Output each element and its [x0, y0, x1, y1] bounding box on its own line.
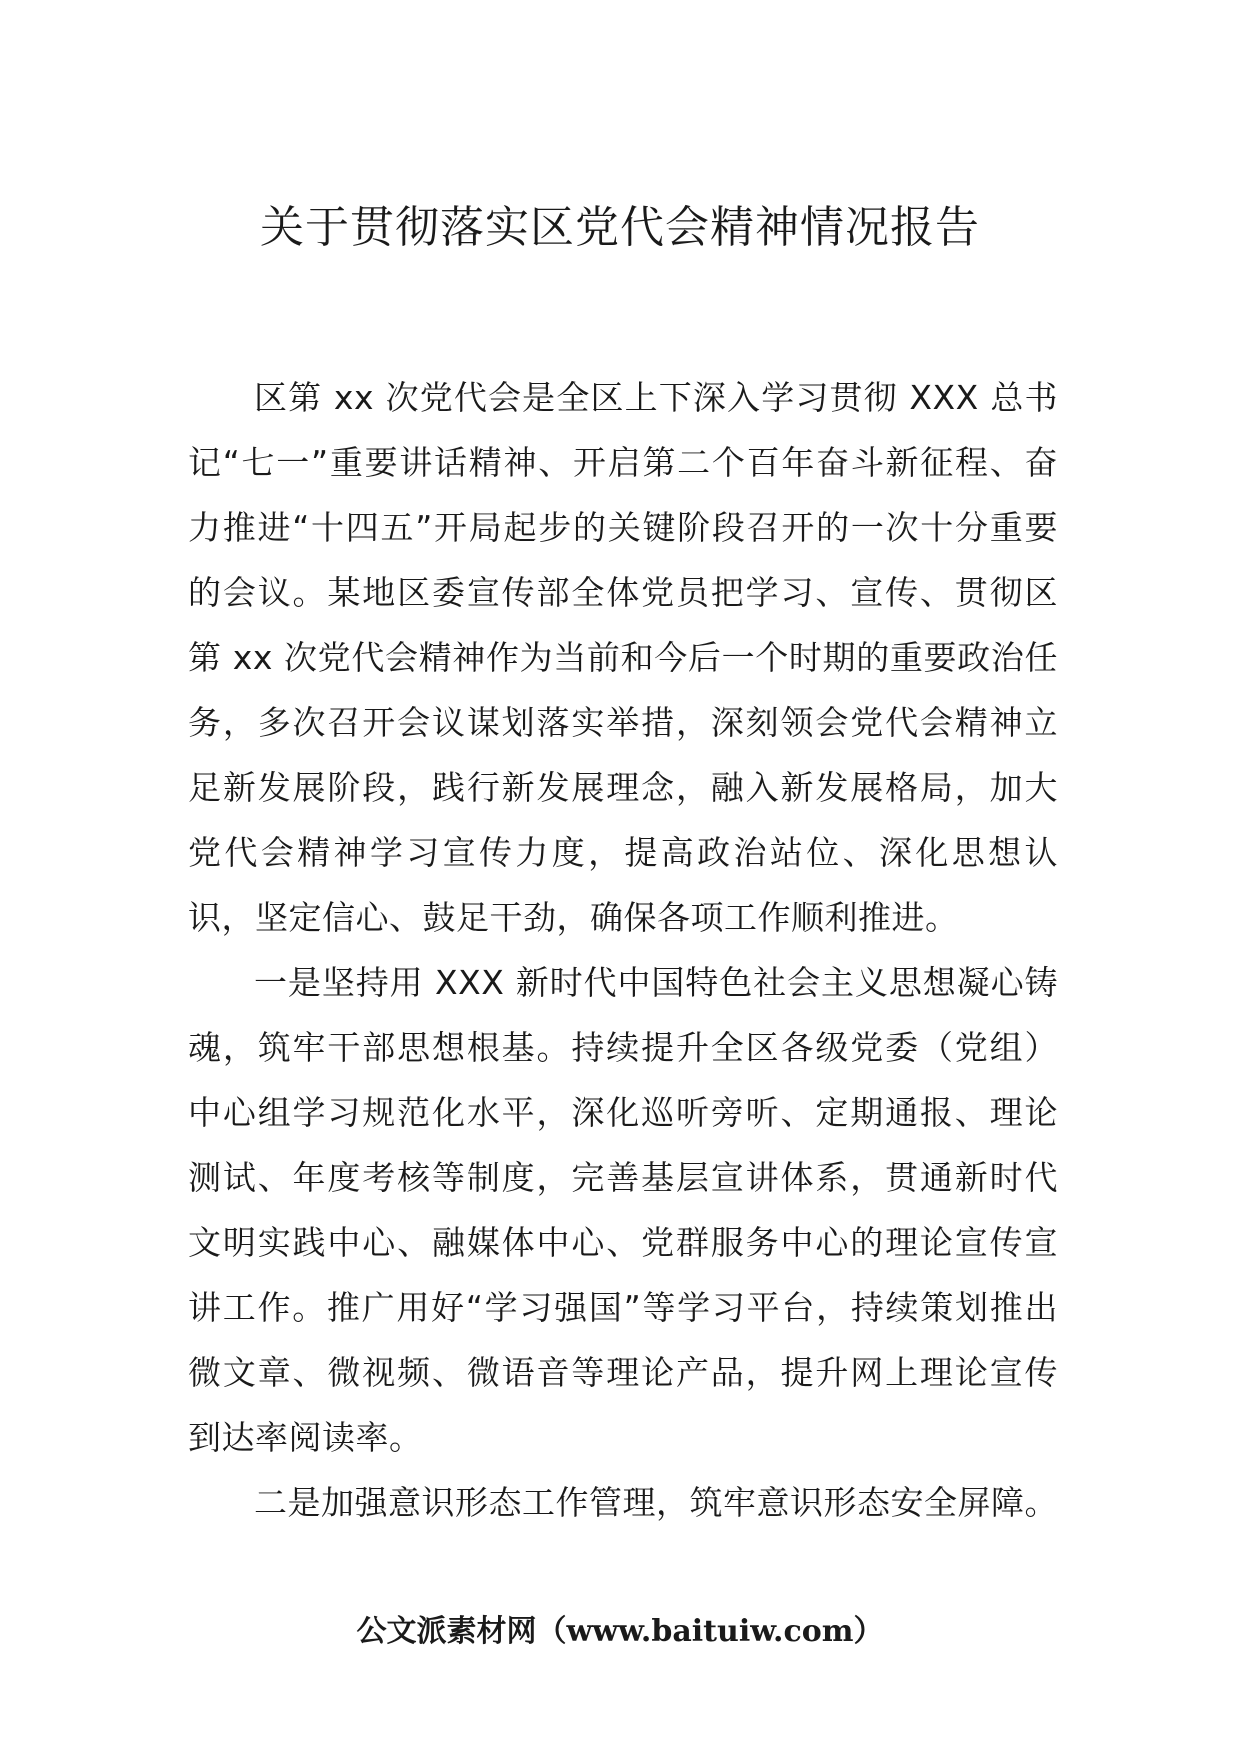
document-title: 关于贯彻落实区党代会精神情况报告 — [260, 202, 980, 253]
document-body — [188, 365, 1058, 1535]
paragraph-point-two: 二是加强意识形态工作管理，筑牢意识形态安全屏障。 — [254, 1483, 1058, 1522]
footer-source-credit: 公文派素材网（www.baituiw.com） — [356, 1614, 884, 1649]
paragraph-intro: 区第 xx 次党代会是全区上下深入学习贯彻 XXX 总书记“七一”重要讲话精神、开启第二个百年奋斗新征程、奋力推进“十四五”开局起步的关键阶段召开的一次十分重要的会议。某地区委宣传部全体党员把学习、宣传、贯彻区第 xx 次党代会精神作为当前和今后一个时期的重要政治任务，多次召开会议谋划落实举措，深刻领会党代会精神立足新发展阶段，践行新发展理念，融入新发展格局，加大党代会精神学习宣传力度，提高政治站位、深化思想认识，坚定信心、鼓足干劲，确保各项工作顺利推进。 — [188, 378, 1058, 937]
paragraph-point-one: 一是坚持用 XXX 新时代中国特色社会主义思想凝心铸魂，筑牢干部思想根基。持续提升全区各级党委（党组）中心组学习规范化水平，深化巡听旁听、定期通报、理论测试、年度考核等制度，完善基层宣讲体系，贯通新时代文明实践中心、融媒体中心、党群服务中心的理论宣传宣讲工作。推广用好“学习强国”等学习平台，持续策划推出微文章、微视频、微语音等理论产品，提升网上理论宣传到达率阅读率。 — [188, 963, 1058, 1457]
